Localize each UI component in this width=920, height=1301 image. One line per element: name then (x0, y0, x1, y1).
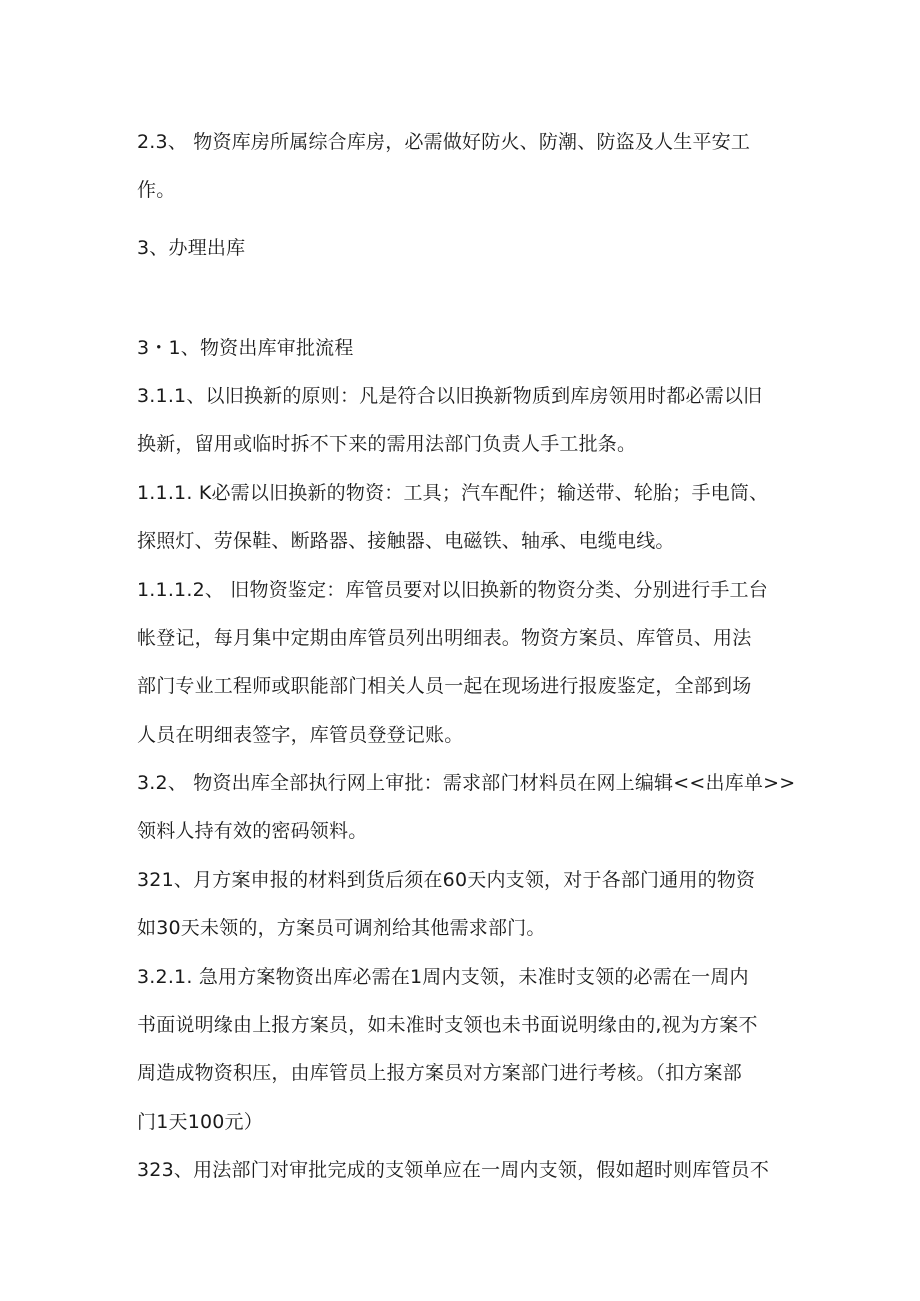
paragraph-3-2-line-1: 3.2、 物资出库全部执行网上审批：需求部门材料员在网上编辑<<出库单>> (137, 772, 796, 794)
paragraph-1-1-1-2-line-1: 1.1.1.2、 旧物资鉴定：库管员要对以旧换新的物资分类、分别进行手工台 (137, 579, 768, 601)
paragraph-323-line-1: 323、用法部门对审批完成的支领单应在一周内支领，假如超时则库管员不 (137, 1159, 770, 1181)
subsection-heading-3-1: 3・1、物资出库审批流程 (137, 337, 354, 359)
paragraph-3-2-1-line-4: 门1天100元） (137, 1111, 263, 1133)
paragraph-2-3-line-2: 作。 (137, 179, 176, 201)
paragraph-1-1-1-line-2: 探照灯、劳保鞋、断路器、接触器、电磁铁、轴承、电缆电线。 (137, 530, 675, 552)
paragraph-3-1-1-line-1: 3.1.1、以旧换新的原则：凡是符合以旧换新物质到库房领用时都必需以旧 (137, 385, 763, 407)
paragraph-1-1-1-2-line-2: 帐登记，每月集中定期由库管员列出明细表。物资方案员、库管员、用法 (137, 627, 752, 649)
paragraph-2-3-line-1: 2.3、 物资库房所属综合库房，必需做好防火、防潮、防盗及人生平安工 (137, 131, 751, 153)
paragraph-321-line-2: 如30天未领的，方案员可调剂给其他需求部门。 (137, 917, 546, 939)
paragraph-3-1-1-line-2: 换新，留用或临时拆不下来的需用法部门负责人手工批条。 (137, 433, 637, 455)
section-heading-3: 3、办理出库 (137, 237, 246, 259)
paragraph-3-2-1-line-3: 周造成物资积压，由库管员上报方案员对方案部门进行考核。（扣方案部 (137, 1062, 742, 1084)
paragraph-1-1-1-2-line-3: 部门专业工程师或职能部门相关人员一起在现场进行报废鉴定，全部到场 (137, 675, 752, 697)
paragraph-3-2-line-2: 领料人持有效的密码领料。 (137, 820, 368, 842)
paragraph-1-1-1-line-1: 1.1.1. K必需以旧换新的物资：工具；汽车配件；输送带、轮胎；手电筒、 (137, 482, 769, 504)
paragraph-3-2-1-line-2: 书面说明缘由上报方案员，如未准时支领也未书面说明缘由的,视为方案不 (137, 1014, 758, 1036)
paragraph-3-2-1-line-1: 3.2.1. 急用方案物资出库必需在1周内支领，未准时支领的必需在一周内 (137, 966, 749, 988)
paragraph-321-line-1: 321、月方案申报的材料到货后须在60天内支领，对于各部门通用的物资 (137, 869, 756, 891)
paragraph-1-1-1-2-line-4: 人员在明细表签字，库管员登登记账。 (137, 724, 464, 746)
